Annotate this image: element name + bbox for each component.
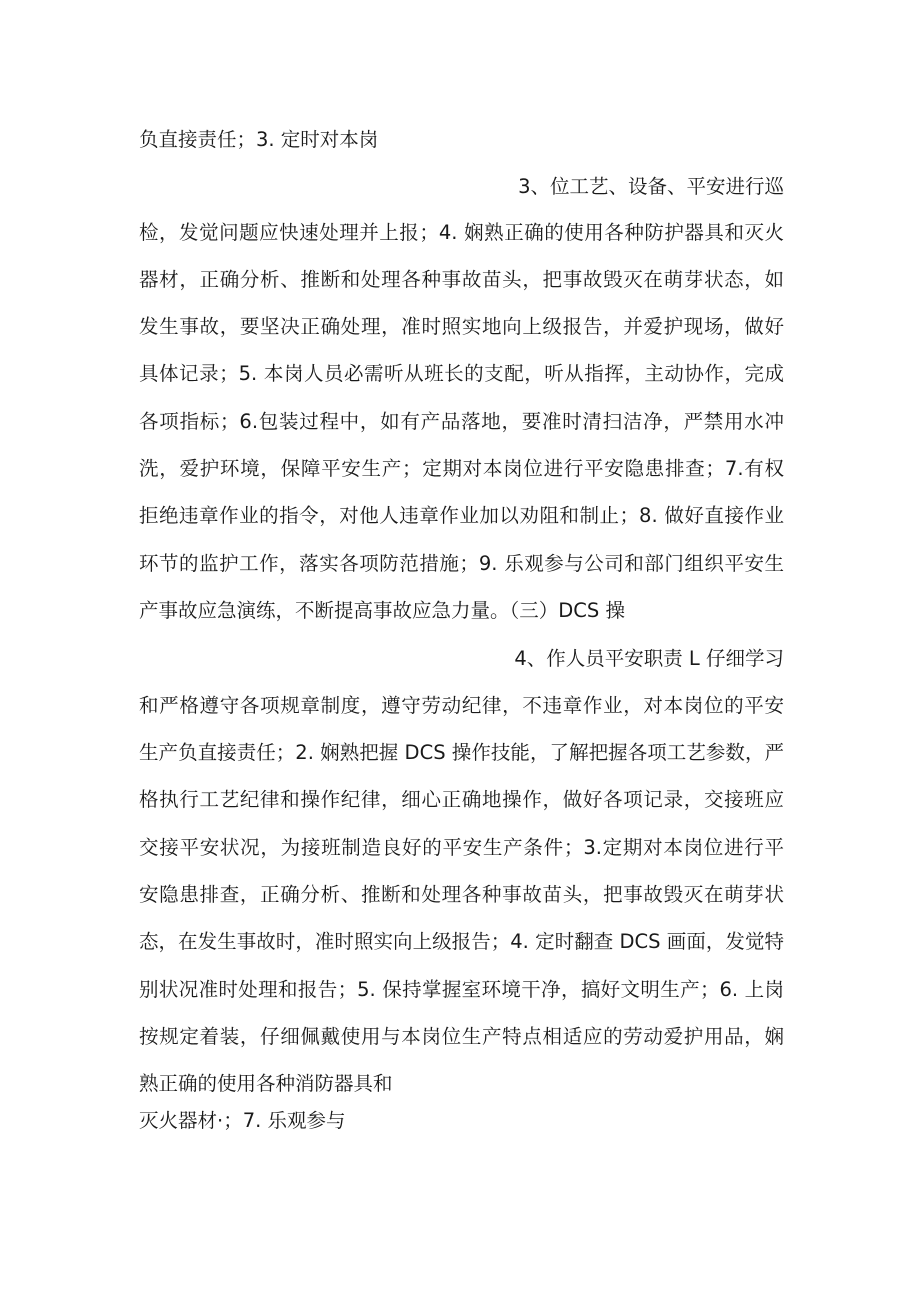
text-line-6: 具体记录；5. 本岗人员必需听从班长的支配，听从指挥，主动协作，完成 xyxy=(139,362,784,385)
text-line-11: 产事故应急演练，不断提高事故应急力量。（三）DCS 操 xyxy=(139,599,625,622)
text-line-1: 负直接责任；3. 定时对本岗 xyxy=(139,128,379,151)
text-line-4: 器材，正确分析、推断和处理各种事故苗头，把事故毁灭在萌芽状态，如 xyxy=(139,268,784,291)
text-line-18: 态，在发生事故时，准时照实向上级报告；4. 定时翻查 DCS 画面，发觉特 xyxy=(139,930,784,953)
text-line-21: 熟正确的使用各种消防器具和 xyxy=(139,1072,393,1095)
text-line-19: 别状况准时处理和报告；5. 保持掌握室环境干净，搞好文明生产；6. 上岗 xyxy=(139,978,784,1001)
text-line-3: 检，发觉问题应快速处理并上报；4. 娴熟正确的使用各种防护器具和灭火 xyxy=(139,221,784,244)
text-line-8: 洗，爱护环境，保障平安生产；定期对本岗位进行平安隐患排查；7.有权 xyxy=(139,457,784,480)
text-line-10: 环节的监护工作，落实各项防范措施；9. 乐观参与公司和部门组织平安生 xyxy=(139,552,784,575)
text-line-14: 生产负直接责任；2. 娴熟把握 DCS 操作技能，了解把握各项工艺参数，严 xyxy=(139,741,784,764)
text-line-13: 和严格遵守各项规章制度，遵守劳动纪律，不违章作业，对本岗位的平安 xyxy=(139,694,784,717)
text-line-9: 拒绝违章作业的指令，对他人违章作业加以劝阻和制止；8. 做好直接作业 xyxy=(139,504,784,527)
text-line-7: 各项指标；6.包装过程中，如有产品落地，要准时清扫洁净，严禁用水冲 xyxy=(139,410,784,433)
text-line-20: 按规定着装，仔细佩戴使用与本岗位生产特点相适应的劳动爱护用品，娴 xyxy=(139,1025,784,1048)
text-line-2: 3、位工艺、设备、平安进行巡 xyxy=(518,175,784,198)
text-line-17: 安隐患排查，正确分析、推断和处理各种事故苗头，把事故毁灭在萌芽状 xyxy=(139,883,784,906)
text-line-16: 交接平安状况，为接班制造良好的平安生产条件；3.定期对本岗位进行平 xyxy=(139,836,784,859)
text-line-12: 4、作人员平安职责 L 仔细学习 xyxy=(514,647,784,670)
text-line-22: 灭火器材·；7. 乐观参与 xyxy=(139,1109,346,1132)
text-line-15: 格执行工艺纪律和操作纪律，细心正确地操作，做好各项记录，交接班应 xyxy=(139,788,784,811)
text-line-5: 发生事故，要坚决正确处理，准时照实地向上级报告，并爱护现场，做好 xyxy=(139,315,784,338)
